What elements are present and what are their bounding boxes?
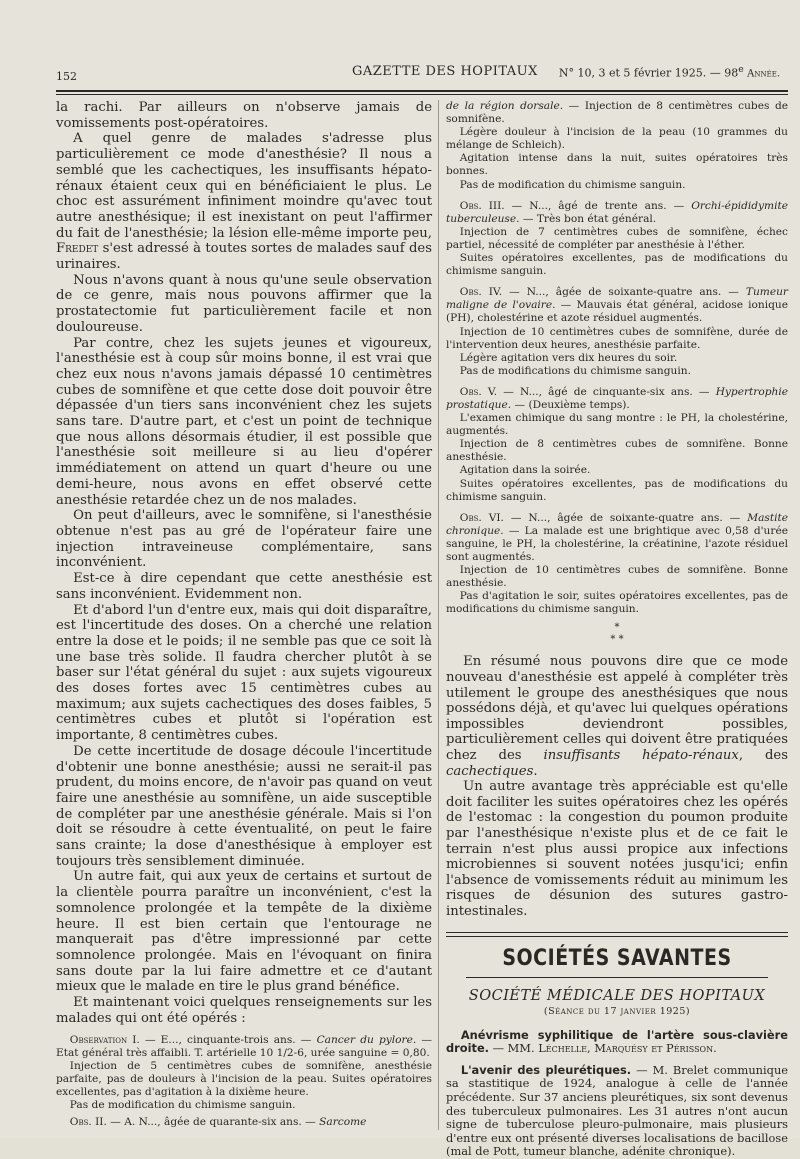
paragraph: Un autre fait, qui aux yeux de certains et surtout de la clientèle pourra paraître un inconvénient, c'est la somnolence prolongée et la tempête de la dixième heure. Il est bien certain que l'entourage ne manquerait pas d'être impressionné par cette somnolence prolongée. Mais en l'évoquant on finira sans doute par la lui faire admettre et ce d'autant mieux que le malade en tire le plus grand bénéfice. xyxy=(56,869,432,995)
session-date: (Séance du 17 janvier 1925) xyxy=(543,1005,691,1017)
observation-line: Légère douleur à l'incision de la peau (10 grammes du mélange de Schleich). xyxy=(446,126,788,152)
society-title: SOCIÉTÉ MÉDICALE DES HOPITAUX xyxy=(468,987,766,1004)
summary-paragraph: Un autre avantage très appréciable est qu'elle doit faciliter les suites opératoires chez les opérés de l'estomac : la congestion du poumon produite par l'anesthésique n'existe plus et de ce fait le terrain n'est plus aussi propice aux infections microbiennes si souvent notées jusqu'ici; enfin l'absence de vomissements réduit au minimum les risques de désunion des sutures gastro-intestinales. xyxy=(446,779,788,919)
paragraph: On peut d'ailleurs, avec le somnifène, si l'anesthésie obtenue n'est pas au gré de l'opérateur faire une injection intraveineuse complémentaire, sans inconvénient. xyxy=(56,508,432,571)
summary xyxy=(446,654,788,919)
paragraph: De cette incertitude de dosage découle l'incertitude d'obtenir une bonne anesthésie; aussi ne serait-il pas prudent, du moins encore, de n'avoir pas quand on veut faire une anesthésie au somnifène, un aide susceptible de compléter par une anesthésie générale. Mais si l'on doit se résoudre à cette éventualité, on peut le faire sans crainte; la dose d'anesthésique à employer est toujours très sensiblement diminuée. xyxy=(56,743,432,869)
paragraph: Nous n'avons quant à nous qu'une seule observation de ce genre, mais nous pouvons affirmer que la prostatectomie fut particulièrement facile et non douloureuse. xyxy=(56,272,432,335)
observation-2: Obs. II. — A. N..., âgée de quarante-six ans. — Sarcome xyxy=(69,1116,367,1129)
header-rule-thick xyxy=(56,90,788,92)
observation-1-injection: Injection de 5 centimètres cubes de somnifène, anesthésie parfaite, pas de douleurs à l'incision de la peau. Suites opératoires excellentes, pas d'agitation à la dixième heure. xyxy=(56,1060,432,1099)
observation-line: Pas de modification du chimisme sanguin. xyxy=(459,178,686,191)
page-header xyxy=(56,62,788,86)
observation-line: Pas d'agitation le soir, suites opératoires excellentes, pas de modifications du chimisme sanguin. xyxy=(446,590,788,616)
left-column xyxy=(56,100,432,1130)
observation-line: Suites opératoires excellentes, pas de modifications du chimisme sanguin. xyxy=(446,477,788,503)
observation-line: Agitation intense dans la nuit, suites opératoires très bonnes. xyxy=(446,152,788,178)
section-subrule xyxy=(466,977,768,978)
observation-line: Pas de modifications du chimisme sanguin. xyxy=(459,364,691,377)
observation-line: Injection de 10 centimètres cubes de somnifène. Bonne anesthésie. xyxy=(446,564,788,590)
paragraph: Est-ce à dire cependant que cette anesthésie est sans inconvénient. Evidemment non. xyxy=(56,571,432,602)
section-title: SOCIÉTÉS SAVANTES xyxy=(502,944,732,971)
observation-6: Obs. VI. — N..., âgée de soixante-quatre ans. — Mastite chronique. — La malade est une brightique avec 0,58 d'urée sanguine, le PH, la cholestérine, la créatinine, l'azote résiduel sont augmentés. xyxy=(446,511,788,563)
header-rule-thin xyxy=(56,94,788,95)
observation-1: Observation I. — E..., cinquante-trois ans. — Cancer du pylore. — Etat général très affaibli. T. artérielle 10 1/2-6, urée sanguine = 0,80. xyxy=(56,1034,432,1060)
observations-continued xyxy=(446,100,788,616)
report-2: L'avenir des pleurétiques. — M. Brelet communique sa stastitique de 1924, analogue à celle de l'année précédente. Sur 37 anciens pleurétiques, six sont devenus des tuberculeux pulmonaires. Les 31 autres n'ont aucun signe de tuberculose pleuro-pulmonaire, mais plusieurs d'entre eux ont présenté diverses localisations de bacillose (mal de Pott, tumeur blanche, adénite chronique). xyxy=(446,1062,789,1159)
observation-line: Injection de 8 centimètres cubes de somnifène. Bonne anesthésie. xyxy=(446,438,788,464)
observation-line: Suites opératoires excellentes, pas de modifications du chimisme sanguin. xyxy=(446,252,788,278)
report-1: Anévrisme syphilitique de l'artère sous-clavière droite. — MM. Léchelle, Marquésy et Périsson. xyxy=(446,1027,788,1056)
observation-line: Injection de 7 centimètres cubes de somnifène, échec partiel, nécessité de compléter par anesthésie à l'éther. xyxy=(446,225,788,251)
paragraph: A quel genre de malades s'adresse plus particulièrement ce mode d'anesthésie? Il nous a semblé que les cachectiques, les insuffisants hépato-rénaux étaient ceux qui en bénéficiaient le plus. Le choc est assurément infiniment moindre qu'avec tout autre anesthésique; il est inexistant on peut l'affirmer du fait de l'anesthésie; la lésion elle-même importe peu, Fredet s'est adressé à toutes sortes de malades sauf des urinaires. xyxy=(56,131,432,273)
observation-line: L'examen chimique du sang montre : le PH, la cholestérine, augmentés. xyxy=(446,412,788,438)
observation-line: Légère agitation vers dix heures du soir. xyxy=(459,351,678,364)
observation-5: Obs. V. — N..., âgé de cinquante-six ans. — Hypertrophie prostatique. — (Deuxième temps). xyxy=(446,385,788,411)
observation-4: Obs. IV. — N..., âgée de soixante-quatre ans. — Tumeur maligne de l'ovaire. — Mauvais état général, acidose ionique (PH), cholestérine et azote résiduel augmentés. xyxy=(446,286,788,325)
paragraph: Et d'abord l'un d'entre eux, mais qui doit disparaître, est l'incertitude des doses. On a cherché une relation entre la dose et le poids; il ne semble pas que ce soit là une base très solide. Il faudra chercher plutôt à se baser sur l'état général du sujet : aux sujets vigoureux des doses fortes avec 15 centimètres cubes au maximum; aux sujets cachectiques des doses faibles, 5 centimètres cubes et plutôt si l'opération est importante, 8 centimètres cubes. xyxy=(56,602,432,744)
issue-info: N° 10, 3 et 5 février 1925. — 98e Année. xyxy=(558,64,780,80)
observation-3: Obs. III. — N..., âgé de trente ans. — Orchi-épididymite tuberculeuse. — Très bon état général. xyxy=(446,199,788,225)
observation-2-continued: de la région dorsale. — Injection de 8 centimètres cubes de somnifène. xyxy=(446,100,788,126)
paragraph: Par contre, chez les sujets jeunes et vigoureux, l'anesthésie est à coup sûr moins bonne, il est vrai que chez eux nous n'avons jamais dépassé 10 centimètres cubes de somnifène et que cette dose doit pouvoir être dépassée d'un tiers sans inconvénient chez les sujets sans tare. D'autre part, et c'est un point de technique que nous allons désormais étudier, il est possible que l'anesthésie soit meilleure si au lieu d'opérer immédiatement on attend un quart d'heure ou une demi-heure, nous avons en effet observé cette anesthésie retardée chez un de nos malades. xyxy=(56,335,432,508)
right-column xyxy=(446,100,789,1159)
observation-1-chemistry: Pas de modification du chimisme sanguin. xyxy=(69,1099,296,1112)
observation-line: Injection de 10 centimètres cubes de somnifène, durée de l'intervention deux heures, anesthésie parfaite. xyxy=(446,325,788,351)
page-number: 152 xyxy=(56,70,77,83)
summary-paragraph: En résumé nous pouvons dire que ce mode nouveau d'anesthésie est appelé à compléter très utilement le groupe des anesthésiques que nous possédons déjà, et qu'avec lui quelques opérations impossibles deviendront possibles, particulièrement celles qui doivent être pratiquées chez des insuffisants hépato-rénaux, des cachectiques. xyxy=(446,654,788,779)
column-divider xyxy=(438,100,439,1130)
observation-line: Agitation dans la soirée. xyxy=(459,464,591,477)
section-rule xyxy=(446,932,788,937)
paragraph: la rachi. Par ailleurs on n'observe jamais de vomissements post-opératoires. xyxy=(56,100,432,131)
journal-title: GAZETTE DES HOPITAUX xyxy=(352,64,538,79)
society-reports xyxy=(446,1029,788,1159)
paragraph: Et maintenant voici quelques renseignements sur les malades qui ont été opérés : xyxy=(56,995,432,1026)
asterism: * * * xyxy=(610,622,624,646)
